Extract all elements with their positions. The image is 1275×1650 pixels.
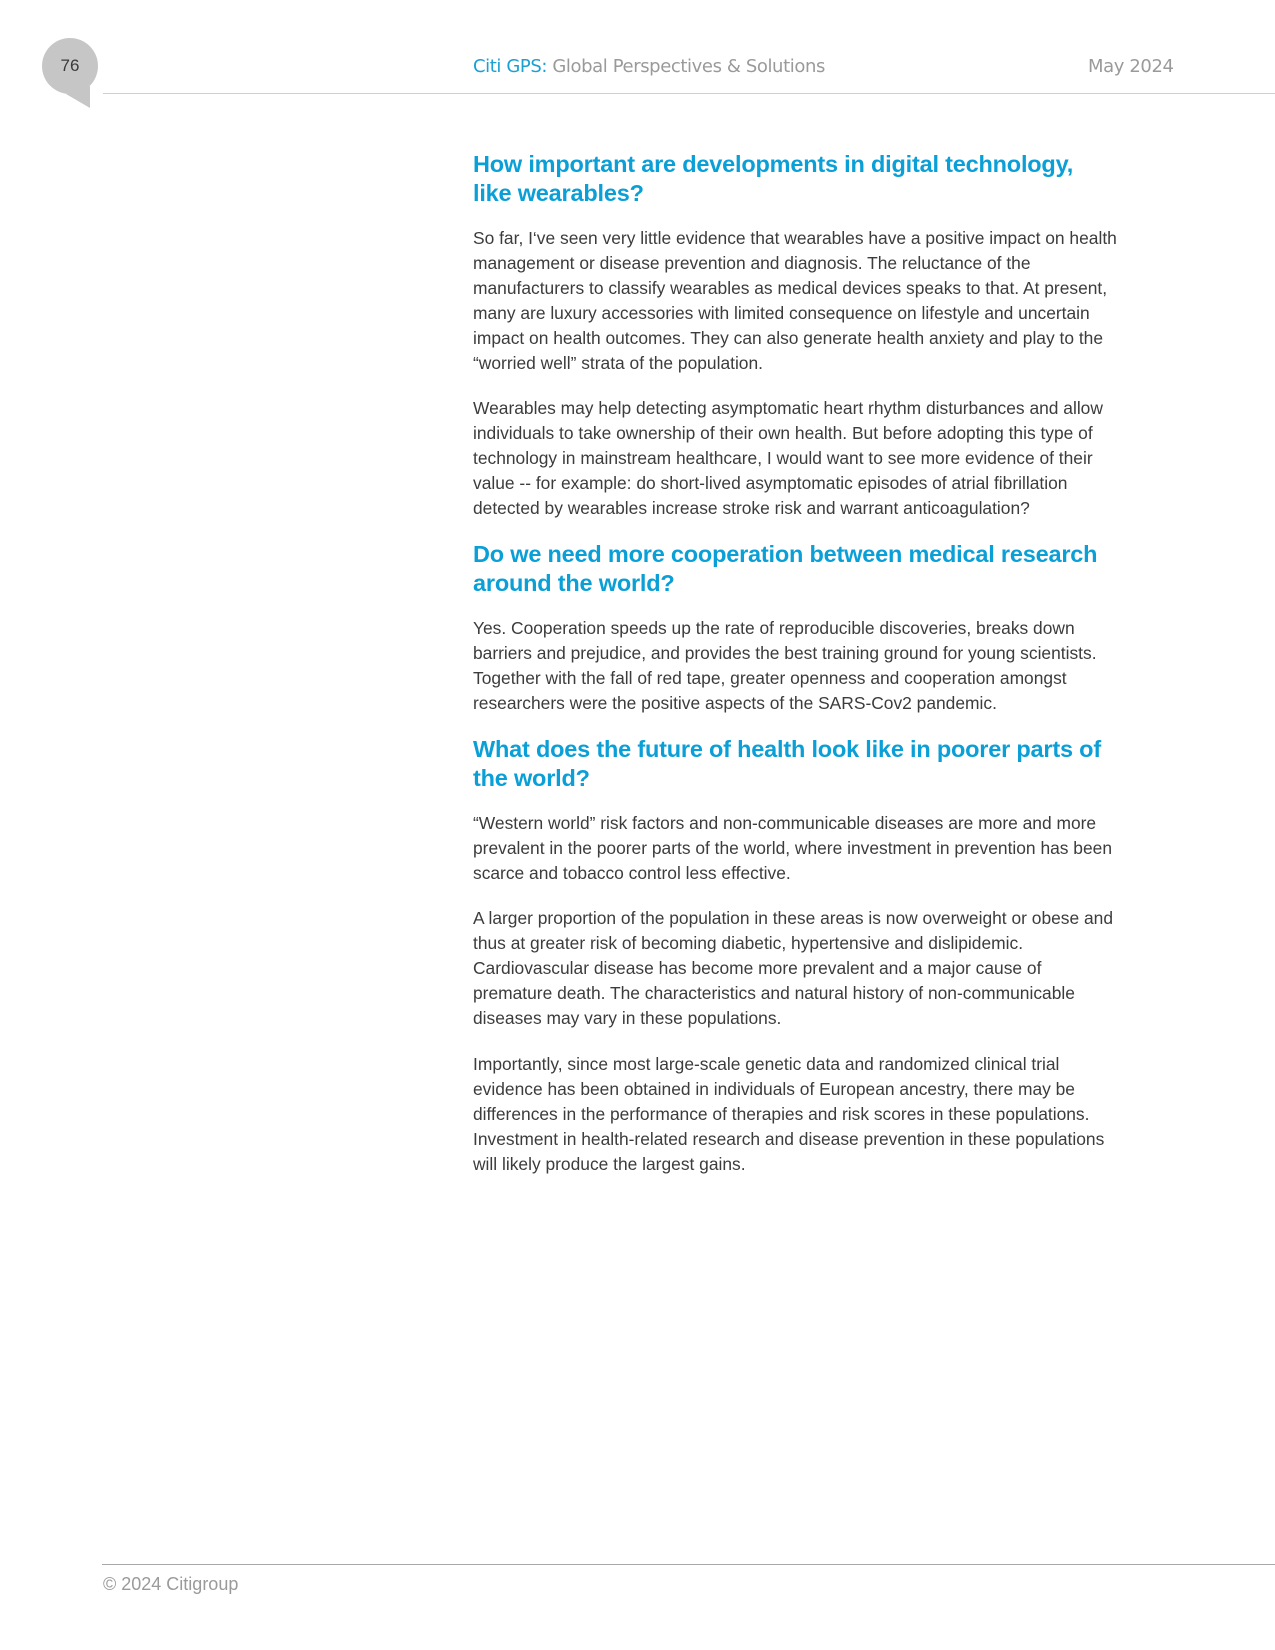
text-line: “worried well” strata of the population.: [473, 353, 763, 373]
publication-date: May 2024: [1088, 56, 1174, 77]
text-line: will likely produce the largest gains.: [473, 1154, 746, 1174]
text-line: diseases may vary in these populations.: [473, 1008, 782, 1028]
heading-line: the world?: [473, 765, 590, 791]
text-line: Importantly, since most large-scale genetic data and randomized clinical trial: [473, 1054, 1060, 1074]
section-heading: [473, 735, 1173, 793]
text-line: researchers were the positive aspects of the SARS-Cov2 pandemic.: [473, 693, 997, 713]
text-line: thus at greater risk of becoming diabetic, hypertensive and dislipidemic.: [473, 933, 1024, 953]
page-number: 76: [60, 56, 80, 75]
text-line: A larger proportion of the population in these areas is now overweight or obese and: [473, 908, 1113, 928]
text-line: detected by wearables increase stroke risk and warrant anticoagulation?: [473, 498, 1030, 518]
text-line: scarce and tobacco control less effective.: [473, 863, 791, 883]
heading-line: How important are developments in digital technology,: [473, 151, 1074, 177]
text-line: So far, I‘ve seen very little evidence that wearables have a positive impact on health: [473, 228, 1117, 248]
heading-line: Do we need more cooperation between medical research: [473, 541, 1098, 567]
text-line: individuals to take ownership of their own health. But before adopting this type of: [473, 423, 1093, 443]
badge-tail-icon: [62, 80, 94, 110]
paragraph: [473, 616, 1173, 716]
heading-line: What does the future of health look like in poorer parts of: [473, 736, 1101, 762]
series-title: Global Perspectives & Solutions: [552, 56, 825, 77]
text-line: impact on health outcomes. They can also generate health anxiety and play to the: [473, 328, 1104, 348]
text-line: management or disease prevention and diagnosis. The reluctance of the: [473, 253, 1031, 273]
section-heading: [473, 540, 1173, 598]
copyright-notice: © 2024 Citigroup: [103, 1574, 239, 1594]
text-line: value -- for example: do short-lived asymptomatic episodes of atrial fibrillation: [473, 473, 1068, 493]
footer-divider: [102, 1564, 1275, 1565]
section-cooperation: [473, 540, 1173, 598]
text-line: Investment in health-related research and disease prevention in these populations: [473, 1129, 1105, 1149]
heading-line: around the world?: [473, 570, 675, 596]
brand-name: Citi GPS:: [473, 56, 548, 77]
text-line: manufacturers to classify wearables as medical devices speaks to that. At present,: [473, 278, 1108, 298]
text-line: premature death. The characteristics and natural history of non-communicable: [473, 983, 1075, 1003]
text-line: Cardiovascular disease has become more prevalent and a major cause of: [473, 958, 1042, 978]
paragraph: [473, 906, 1173, 1031]
text-line: differences in the performance of therapies and risk scores in these populations.: [473, 1104, 1090, 1124]
text-line: Wearables may help detecting asymptomatic heart rhythm disturbances and allow: [473, 398, 1103, 418]
paragraph: [473, 811, 1173, 886]
text-line: many are luxury accessories with limited consequence on lifestyle and uncertain: [473, 303, 1090, 323]
section-poorer-parts: [473, 735, 1173, 793]
text-line: Yes. Cooperation speeds up the rate of reproducible discoveries, breaks down: [473, 618, 1075, 638]
text-line: technology in mainstream healthcare, I would want to see more evidence of their: [473, 448, 1093, 468]
text-line: evidence has been obtained in individuals of European ancestry, there may be: [473, 1079, 1075, 1099]
header-divider: [103, 93, 1275, 94]
heading-line: like wearables?: [473, 180, 644, 206]
paragraph: [473, 1052, 1173, 1177]
text-line: prevalent in the poorer parts of the world, where investment in prevention has been: [473, 838, 1112, 858]
text-line: barriers and prejudice, and provides the best training ground for young scientists.: [473, 643, 1097, 663]
section-heading: [473, 150, 1173, 208]
section-wearables: [473, 150, 1173, 208]
text-line: “Western world” risk factors and non-communicable diseases are more and more: [473, 813, 1097, 833]
paragraph: [473, 226, 1173, 376]
text-line: Together with the fall of red tape, greater openness and cooperation amongst: [473, 668, 1067, 688]
paragraph: [473, 396, 1173, 521]
publication-title: [473, 56, 825, 77]
